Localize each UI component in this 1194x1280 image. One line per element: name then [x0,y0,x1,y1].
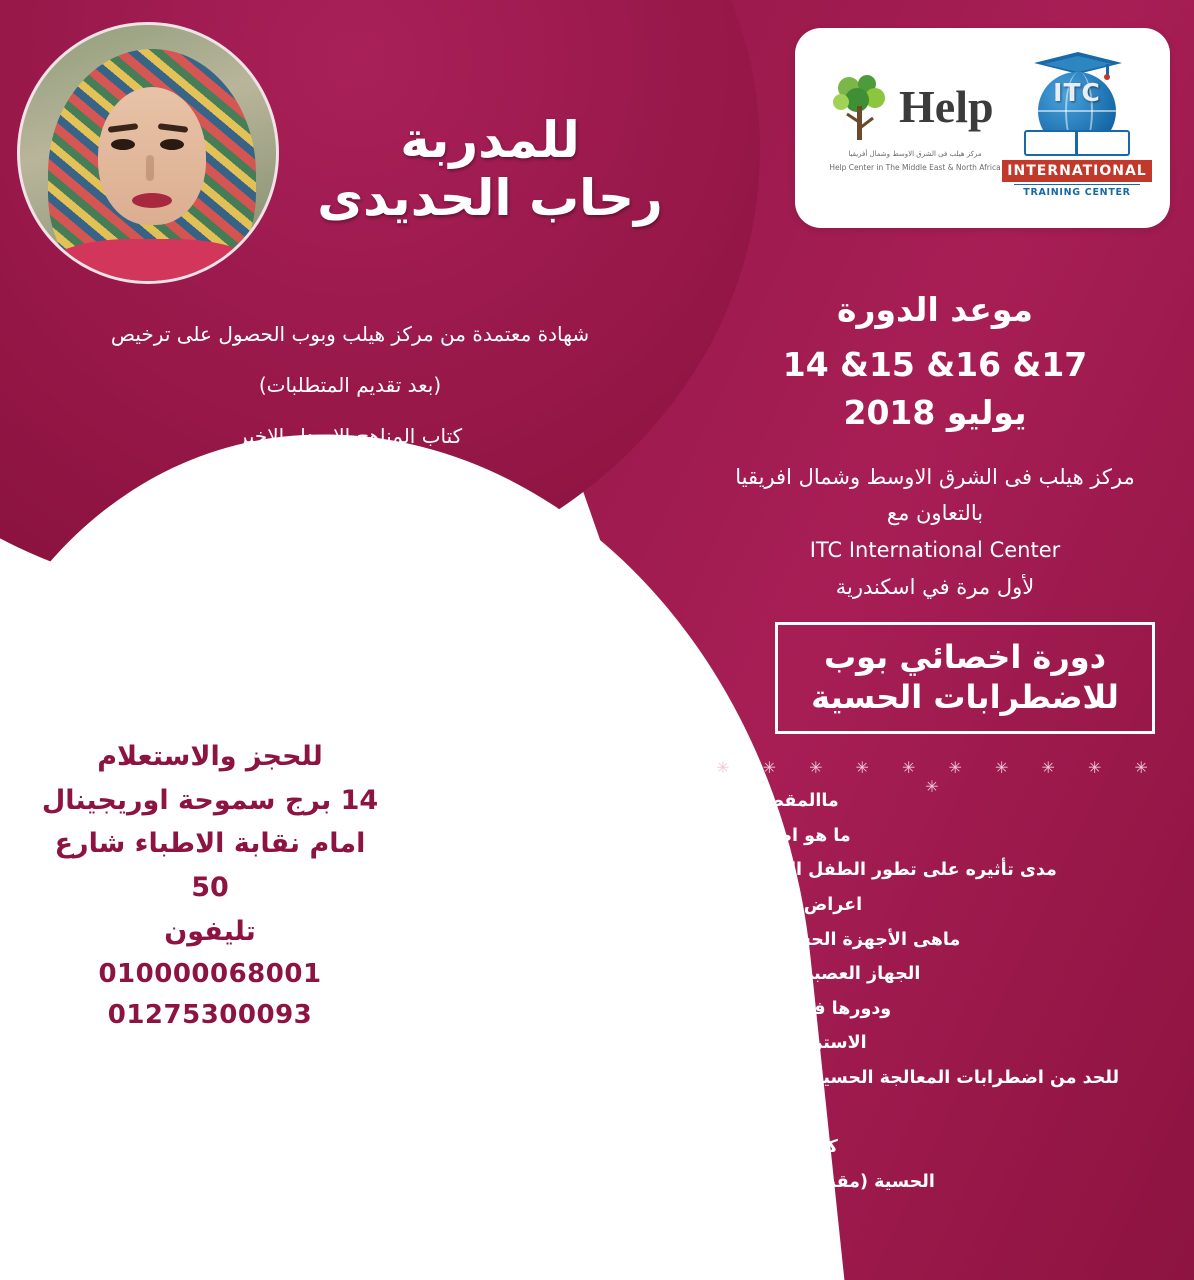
list-item [545,790,1170,814]
diamond-bullet-icon: ❖ [545,965,558,982]
topic-text: ما هو اضطراب المعالجات الحسية [566,825,851,846]
topic-text: للحد من اضطرابات المعالجة الحسية - والانشطة اليومية المساعدة [558,1068,1120,1088]
credential-item: اعتمادات برسوم اضافية [250,475,450,499]
topic-text: اعراض اضطرابات المعالجة الحسية [566,894,863,915]
contact-block [40,735,380,1037]
itc-logo [1002,48,1152,208]
diamond-bullet-icon [545,1067,550,1088]
list-item [545,1067,1170,1091]
help-subtitle-en: Help Center in The Middle East & North Africa [829,163,1001,172]
portrait-nose [146,155,154,181]
trainer-name: رحاب الحديدى [317,168,663,227]
credential-item: شهادة معتمدة من مركز هيلب وبوب الحصول على ترخيص [110,322,590,346]
contact-address-line-1: 14 برج سموحة اوريجينال [41,784,379,816]
tree-icon [829,72,893,146]
contact-phone-2[interactable]: 01275300093 [107,1000,313,1031]
schedule-title: موعد الدورة [837,290,1033,329]
topic-text: الاستراتيجيات والبروتوكلات المتبعة [566,1033,867,1054]
course-title-line-1: دورة اخصائي بوب [823,638,1107,676]
portrait-eye-left [111,139,135,150]
trainer-prefix: للمدربة [400,111,580,169]
list-item [545,1032,1170,1056]
topic-text: اسس تعديل البيئة المحيطة [566,1102,798,1123]
course-title [775,622,1155,734]
list-item [545,998,1170,1022]
diamond-bullet-icon: ❖ [545,895,558,912]
logo-card [795,28,1170,228]
itc-banner-training-center: TRAINING CENTER [1014,184,1140,198]
schedule-month-year: يوليو 2018 [843,392,1027,432]
credentials-list [40,320,660,575]
divider-dots: ✳ ✳ ✳ ✳ ✳ ✳ ✳ ✳ ✳ ✳ ✳ [716,758,1162,796]
topics-list [545,790,1170,1206]
topic-text: مدى تأثيره على تطور الطفل السلوكى واللغوى والمهارى [566,860,1057,881]
list-item [545,963,1170,987]
organizer-line: ITC International Center [809,538,1061,563]
credential-item: (بعد تقديم المتطلبات) [258,373,442,397]
contact-phone-1[interactable]: 010000068001 [98,958,322,989]
diamond-bullet-icon: ❖ [545,1103,558,1120]
itc-acronym: ITC [1053,78,1101,107]
list-item [545,894,1170,918]
trainer-title [300,112,680,227]
organizer-line: بالتعاون مع [886,501,984,526]
list-item [545,1136,1170,1160]
diamond-bullet-icon [545,1171,550,1192]
topic-text: ماهى الأجهزة الحسية - ونتائج الخلل بمعالجتها [566,929,961,950]
list-item [545,1102,1170,1126]
diamond-bullet-icon: ❖ [545,1138,558,1155]
list-item [545,1171,1170,1195]
course-title-line-2: للاضطرابات الحسية [811,678,1119,716]
schedule-block [690,290,1180,606]
diamond-bullet-icon: ❖ [545,792,558,808]
portrait-shoulder [42,239,262,284]
credential-item: شهادة من مركز مرخص من وزارة التعليم [179,526,521,550]
organizer-line: لأول مرة في اسكندرية [835,574,1035,599]
diamond-bullet-icon: ❖ [545,1034,558,1051]
diamond-bullet-icon: ❖ [545,826,558,843]
list-item [545,859,1170,883]
topic-text: الحسية (مقياس بوب) وضع الخطة - التقارير [558,1171,935,1192]
book-icon [1024,130,1130,156]
topic-text: ودورها فى اضطراب المعالجات الحسية [558,998,892,1019]
contact-heading: للحجز والاستعلام [97,741,323,772]
portrait-lips [132,193,172,208]
contact-address-line-2: امام نقابة الاطباء شارع 50 [54,828,366,904]
help-logo [821,68,1006,193]
itc-banner-international: INTERNATIONAL [1002,160,1152,182]
diamond-bullet-icon [545,998,550,1019]
list-item [545,929,1170,953]
diamond-bullet-icon: ❖ [545,930,558,947]
topic-text: ماالمقصود بالاضطرابات الحسية [566,791,839,811]
topic-text: كيفية تقييم اضطرابات المعالجة [566,1137,838,1158]
trainer-portrait [17,22,279,284]
organizers-block [690,459,1180,606]
help-subtitle-ar: مركز هيلب فى الشرق الاوسط وشمال أفريقيا [848,150,982,158]
schedule-days: 14 &15 &16 &17 [782,345,1088,384]
topic-text: الجهاز العصبى المركزى والنواقل العصبية [566,964,921,985]
contact-phone-label: تليفون [164,915,256,947]
portrait-eye-right [160,139,184,150]
list-item [545,825,1170,849]
help-wordmark: Help [899,81,994,132]
diamond-bullet-icon: ❖ [545,861,558,878]
organizer-line: مركز هيلب فى الشرق الاوسط وشمال افريقيا [735,464,1135,489]
credential-item: كتاب المناهج الاصدار الاخير [237,424,463,448]
